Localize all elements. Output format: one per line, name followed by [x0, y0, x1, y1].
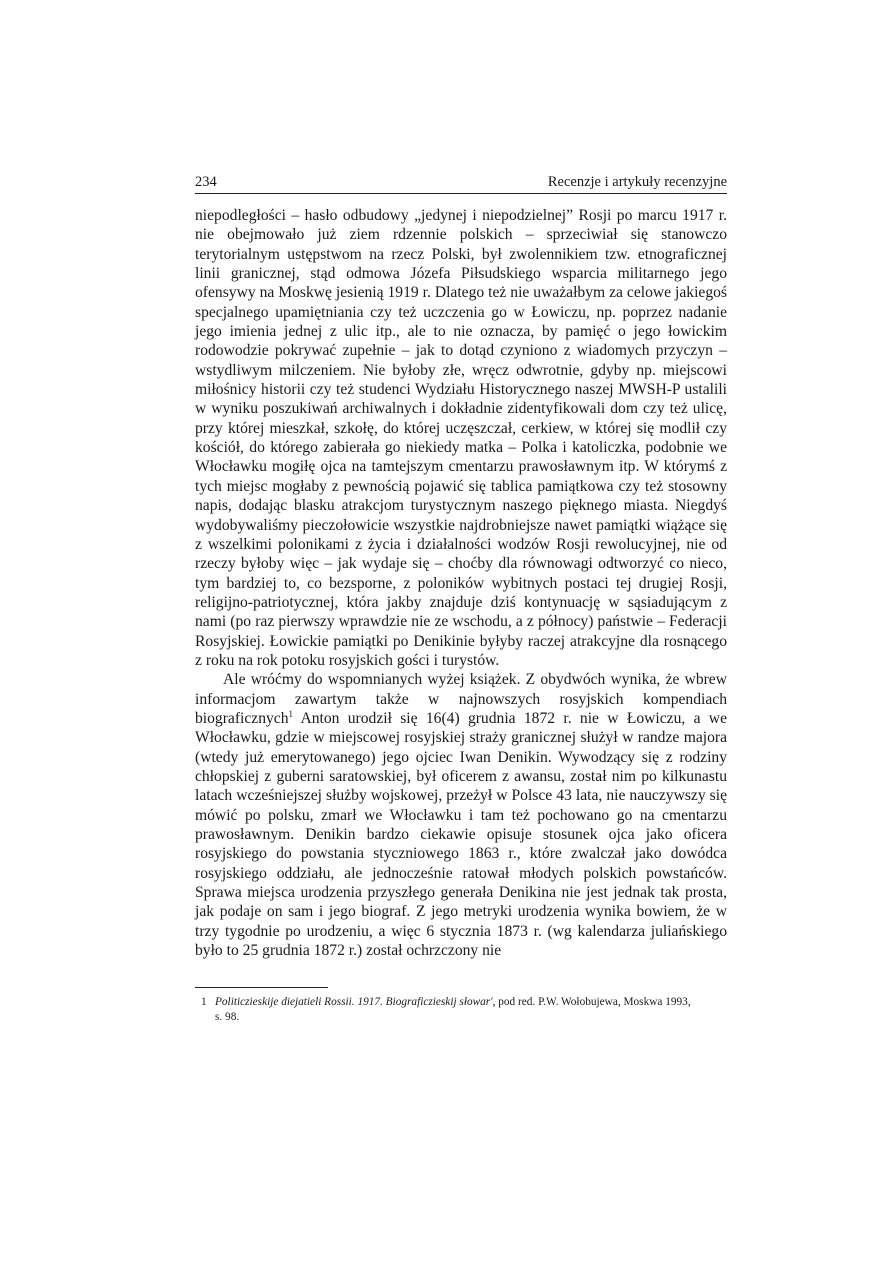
running-title: Recenzje i artykuły recenzyjne	[547, 174, 727, 190]
paragraph-2	[195, 670, 727, 960]
paragraph-2-start: Ale wróćmy do wspomnianych wyżej książek. Z obydwóch wynika, że wbrew informacjom zawartym także w najnowszych rosyjskich kompendiach biograficznych	[195, 671, 727, 727]
footnote-pages: s. 98.	[215, 1011, 240, 1023]
paragraph-1: niepodległości – hasło odbudowy „jedynej i niepodzielnej” Rosji po marcu 1917 r. nie obejmowało już ziem rdzennie polskich – sprzeciwiał się stanowczo terytorialnym ustępstwom na rzecz Polski, był zwolennikiem tzw. etnograficznej linii granicznej, stąd odmowa Józefa Piłsudskiego wsparcia militarnego jego ofensywy na Moskwę jesienią 1919 r. Dlatego też nie uważałbym za celowe jakiegoś specjalnego upamiętniania czy też uczczenia go w Łowiczu, np. poprzez nadanie jego imienia jednej z ulic itp., ale to nie oznacza, by pamięć o jego łowickim rodowodzie pokrywać zupełnie – jak to dotąd czyniono z wiadomych przyczyn – wstydliwym milczeniem. Nie byłoby złe, wręcz odwrotnie, gdyby np. miejscowi miłośnicy historii czy też studenci Wydziału Historycznego naszej MWSH-P ustalili w wyniku poszukiwań archiwalnych i dokładnie zidentyfikowali dom czy też ulicę, przy której mieszkał, szkołę, do której uczęszczał, cerkiew, w której się modlił czy kościół, do którego zabierała go niekiedy matka – Polka i katoliczka, podobnie we Włocławku mogiłę ojca na tamtejszym cmentarzu prawosławnym itp. W którymś z tych miejsc mogłaby z pewnością pojawić się tablica pamiątkowa czy też stosowny napis, dodając blasku atrakcjom turystycznym naszego pięknego miasta. Niegdyś wydobywaliśmy pieczołowicie wszystkie najdrobniejsze nawet pamiątki wiążące się z wszelkimi polonikami z życia i działalności wodzów Rosji rewolucyjnej, nie od rzeczy byłoby więc – jak wydaje się – choćby dla równowagi odtworzyć co nieco, tym bardziej to, co bezsporne, z poloników wybitnych postaci tej drugiej Rosji, religijno-patriotycznej, która jakby znajduje dziś kontynuację w sąsiadującym z nami (po raz pierwszy wprawdzie nie ze wschodu, a z północy) państwie – Federacji Rosyjskiej. Łowickie pamiątki po Denikinie byłyby raczej atrakcyjne dla rosnącego z roku na rok potoku rosyjskich gości i turystów.	[195, 207, 727, 669]
footnote	[195, 995, 727, 1025]
body-text	[195, 206, 727, 960]
footnote-line	[195, 995, 727, 1010]
page-number: 234	[195, 174, 217, 190]
footnote-title: Politiczieskije diejatieli Rossii. 1917. Biograficzieskij słowar'	[215, 996, 493, 1008]
footnote-reference[interactable]: 1	[288, 708, 294, 719]
paragraph-2-rest: Anton urodził się 16(4) grudnia 1872 r. nie w Łowiczu, a we Włocławku, gdzie w miejscowej rosyjskiej straży granicznej służył w randze majora (wtedy już emerytowanego) jego ojciec Iwan Denikin. Wywodzący się z rodziny chłopskiej z guberni saratowskiej, był oficerem z awansu, został nim po kilkunastu latach wcześniejszej służby wojskowej, przeżył w Polsce 43 lata, nie nauczywszy się mówić po polsku, zmarł we Włocławku i tam też pochowano go na cmentarzu prawosławnym. Denikin bardzo ciekawie opisuje stosunek ojca jako oficera rosyjskiego do powstania styczniowego 1863 r., które zwalczał jako dowódca rosyjskiego oddziału, ale jednocześnie ratował młodych polskich powstańców. Sprawa miejsca urodzenia przyszłego generała Denikina nie jest jednak tak prosta, jak podaje on sam i jego biograf. Z jego metryki urodzenia wynika bowiem, że w trzy tygodnie po urodzeniu, a więc 6 stycznia 1873 r. (wg kalendarza juliańskiego było to 25 grudnia 1872 r.) został ochrzczony nie	[195, 709, 727, 960]
footnote-details: , pod red. P.W. Wołobujewa, Moskwa 1993,	[492, 996, 691, 1008]
footnote-divider	[195, 987, 328, 988]
footnote-number: 1	[201, 996, 207, 1008]
page-header	[195, 173, 727, 194]
